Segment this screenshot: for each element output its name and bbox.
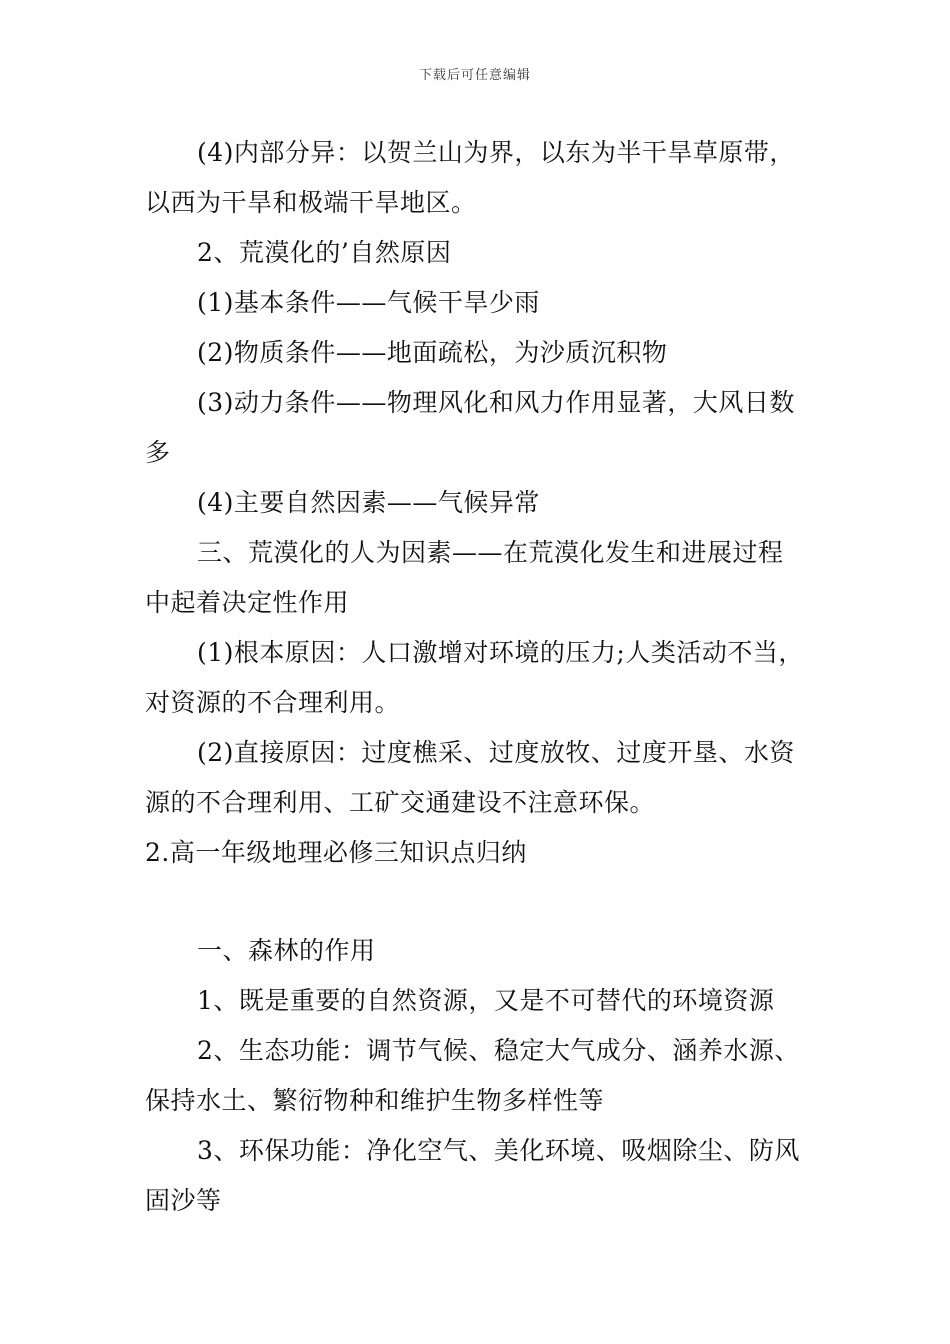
list-item: 3、环保功能：净化空气、美化环境、吸烟除尘、防风 [197, 1136, 800, 1165]
list-item: (3)动力条件——物理风化和风力作用显著，大风日数 [197, 388, 795, 417]
spacer [145, 878, 815, 926]
list-item: 1、既是重要的自然资源，又是不可替代的环境资源 [197, 986, 775, 1015]
paragraph-line: 保持水土、繁衍物种和维护生物多样性等 [145, 1086, 605, 1115]
page-header: 下载后可任意编辑 [418, 68, 531, 83]
list-item: (1)基本条件——气候干旱少雨 [197, 288, 540, 317]
article-title: 2.高一年级地理必修三知识点归纳 [145, 838, 527, 867]
list-item: (2)直接原因：过度樵采、过度放牧、过度开垦、水资 [197, 738, 795, 767]
document-body [145, 128, 815, 1226]
paragraph-line: 源的不合理利用、工矿交通建设不注意环保。 [145, 788, 656, 817]
list-item: (4)主要自然因素——气候异常 [197, 488, 540, 517]
paragraph-line: 对资源的不合理利用。 [145, 688, 401, 717]
list-item: (1)根本原因：人口激增对环境的压力;人类活动不当， [197, 638, 804, 667]
section-heading: 一、森林的作用 [197, 936, 376, 965]
paragraph-line: 多 [145, 438, 171, 467]
list-item: (2)物质条件——地面疏松，为沙质沉积物 [197, 338, 668, 367]
paragraph-line: (4)内部分异：以贺兰山为界，以东为半干旱草原带， [197, 138, 795, 167]
paragraph-line: 以西为干旱和极端干旱地区。 [145, 188, 477, 217]
paragraph-line: 固沙等 [145, 1186, 222, 1215]
list-item: 2、生态功能：调节气候、稳定大气成分、涵养水源、 [197, 1036, 800, 1065]
section-heading: 三、荒漠化的人为因素——在荒漠化发生和进展过程 [197, 538, 784, 567]
paragraph-line: 中起着决定性作用 [145, 588, 350, 617]
section-heading: 2、荒漠化的’自然原因 [197, 238, 452, 267]
